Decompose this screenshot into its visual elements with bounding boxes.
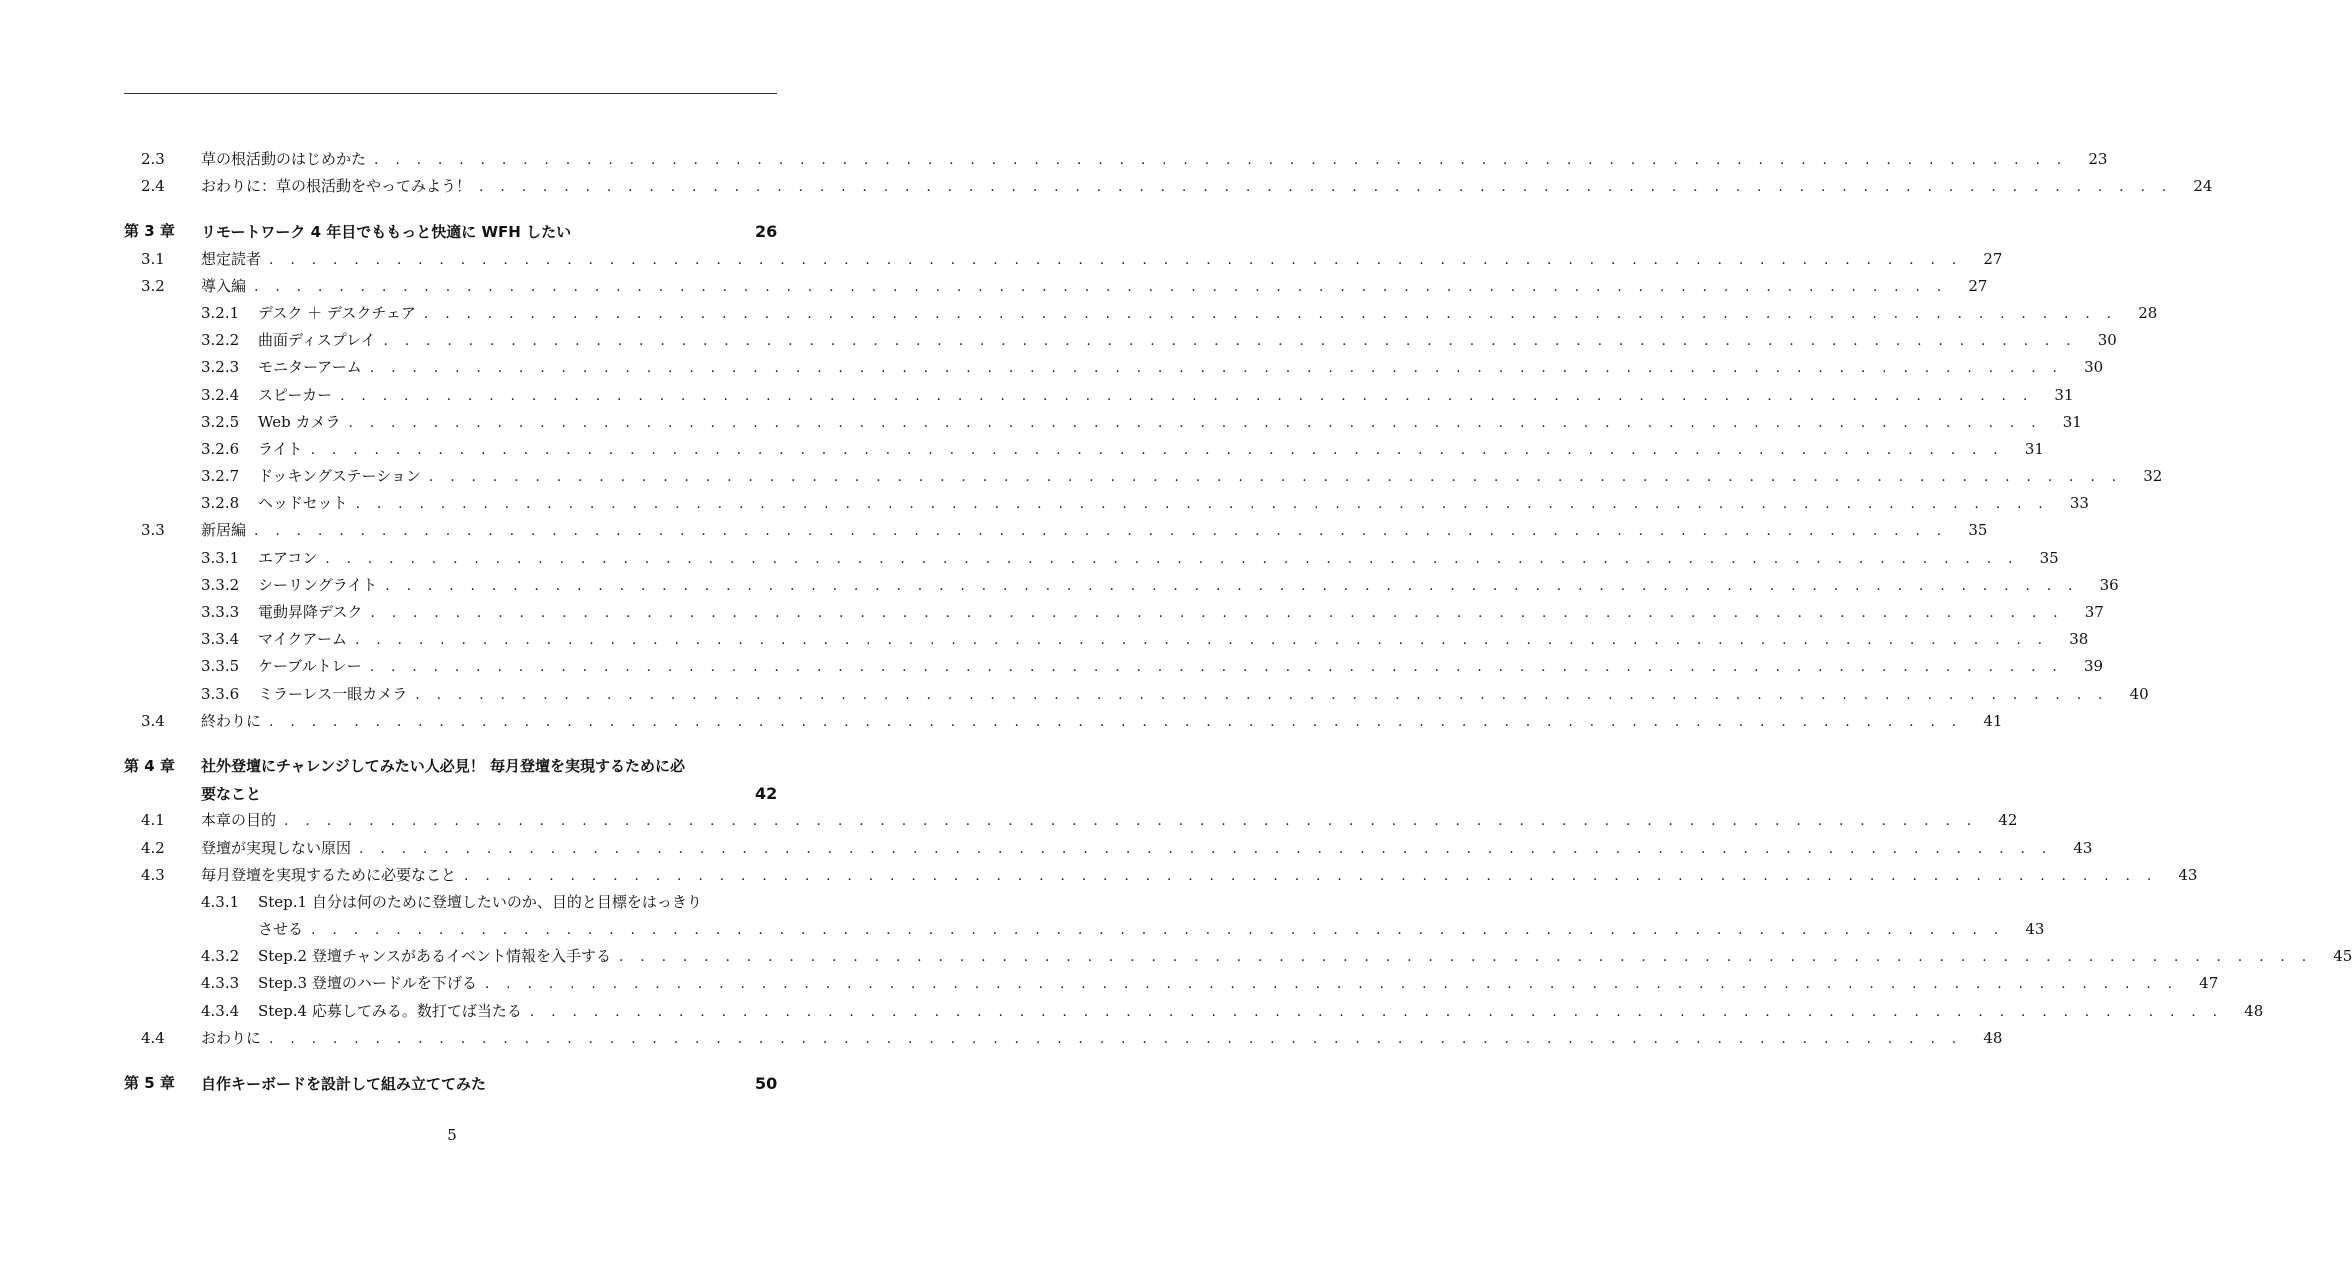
toc-entry-number: 4.3.4 xyxy=(201,1001,240,1020)
toc-entry-title: Step.1 自分は何のために登壇したいのか、目的と目標をはっきり xyxy=(258,892,702,911)
toc-entry-number: 3.3.1 xyxy=(201,548,240,567)
table-of-contents xyxy=(124,146,2352,1097)
toc-entry-title: ケーブルトレー xyxy=(258,657,362,676)
toc-entry-number: 3.2.2 xyxy=(201,331,240,350)
toc-entry-number: 4.4 xyxy=(141,1028,165,1047)
dot-leader: . . . . . . . . . . . . . . . . . . . . . . . . . . . . . . . . . . . . . . . . . . . . . . . . . . . . . . . . . . . . . . . . . . . . . . . . . . . . . . . . xyxy=(348,414,2042,431)
toc-entry-number: 3.3.3 xyxy=(201,603,240,621)
toc-chapter-row[interactable] xyxy=(124,780,777,807)
dot-leader: . . . . . . . . . . . . . . . . . . . . . . . . . . . . . . . . . . . . . . . . . . . . . . . . . . . . . . . . . . . . . . . . . . . . . . . . . . . . . . . . xyxy=(529,1003,2224,1020)
toc-entry-number: 3.2.3 xyxy=(201,358,240,377)
toc-entry-title: マイクアーム xyxy=(258,630,347,649)
toc-section-row[interactable] xyxy=(124,246,2003,273)
toc-entry-number: 4.3.3 xyxy=(201,974,240,993)
toc-entry-page: 47 xyxy=(2199,974,2219,993)
toc-entry-number: 3.3.4 xyxy=(201,630,240,649)
toc-entry-page: 23 xyxy=(2088,150,2108,168)
dot-leader: . . . . . . . . . . . . . . . . . . . . . . . . . . . . . . . . . . . . . . . . . . . . . . . . . . . . . . . . . . . . . . . . . . . . . . . . . . . . . . . . xyxy=(340,387,2034,404)
dot-leader: . . . . . . . . . . . . . . . . . . . . . . . . . . . . . . . . . . . . . . . . . . . . . . . . . . . . . . . . . . . . . . . . . . . . . . . . . . . . . . . . xyxy=(254,523,1948,540)
toc-entry-number: 3.2.1 xyxy=(201,303,240,322)
dot-leader: . . . . . . . . . . . . . . . . . . . . . . . . . . . . . . . . . . . . . . . . . . . . . . . . . . . . . . . . . . . . . . . . . . . . . . . . . . . . . . . . xyxy=(618,949,2313,966)
dot-leader: . . . . . . . . . . . . . . . . . . . . . . . . . . . . . . . . . . . . . . . . . . . . . . . . . . . . . . . . . . . . . . . . . . . . . . . . . . . . . . . . xyxy=(311,922,2005,939)
toc-entry-number: 3.3 xyxy=(141,521,165,540)
toc-section-row[interactable] xyxy=(124,146,2108,173)
toc-subsection-row[interactable] xyxy=(124,300,2158,327)
toc-entry-title: 導入編 xyxy=(201,276,247,295)
toc-entry-title: ミラーレス一眼カメラ xyxy=(258,684,408,703)
toc-entry-number: 3.2 xyxy=(141,276,165,295)
header-rule xyxy=(124,93,777,94)
toc-entry-number: 4.3.2 xyxy=(201,947,240,966)
toc-entry-page: 48 xyxy=(1983,1028,2003,1047)
toc-entry-title: モニターアーム xyxy=(258,358,362,377)
toc-entry-page: 31 xyxy=(2054,385,2074,404)
toc-entry-title: 新居編 xyxy=(201,521,247,540)
toc-entry-page: 43 xyxy=(2178,865,2198,884)
dot-leader: . . . . . . . . . . . . . . . . . . . . . . . . . . . . . . . . . . . . . . . . . . . . . . . . . . . . . . . . . . . . . . . . . . . . . . . . . . . . . . . . xyxy=(310,441,2004,458)
toc-subsection-row[interactable] xyxy=(124,889,777,916)
page-number: 5 xyxy=(447,1126,457,1144)
toc-entry-title: Web カメラ xyxy=(258,412,341,431)
toc-entry-number: 4.3 xyxy=(141,865,165,884)
toc-entry-title: させる xyxy=(258,920,304,939)
toc-entry-title: 登壇が実現しない原因 xyxy=(201,838,352,857)
toc-entry-page: 48 xyxy=(2244,1001,2264,1020)
toc-entry-page: 28 xyxy=(2138,303,2158,322)
toc-entry-title: ドッキングステーション xyxy=(258,467,421,486)
toc-entry-page: 32 xyxy=(2143,467,2163,486)
dot-leader: . . . . . . . . . . . . . . . . . . . . . . . . . . . . . . . . . . . . . . . . . . . . . . . . . . . . . . . . . . . . . . . . . . . . . . . . . . . . . . . . xyxy=(269,1030,1963,1047)
dot-leader: . . . . . . . . . . . . . . . . . . . . . . . . . . . . . . . . . . . . . . . . . . . . . . . . . . . . . . . . . . . . . . . . . . . . . . . . . . . . . . . . xyxy=(385,577,2079,594)
toc-entry-page: 38 xyxy=(2069,630,2089,649)
toc-entry-title: スピーカー xyxy=(258,385,333,404)
toc-section-row[interactable] xyxy=(124,517,1988,544)
toc-entry-page: 30 xyxy=(2097,331,2117,350)
toc-chapter-row[interactable] xyxy=(124,1070,777,1097)
toc-subsection-row[interactable] xyxy=(124,916,2045,943)
toc-section-row[interactable] xyxy=(124,1025,2003,1052)
toc-entry-number: 第 5 章 xyxy=(124,1074,175,1092)
toc-chapter-row[interactable] xyxy=(124,753,777,780)
toc-entry-title: エアコン xyxy=(258,548,318,567)
toc-entry-page: 43 xyxy=(2025,920,2045,939)
dot-leader: . . . . . . . . . . . . . . . . . . . . . . . . . . . . . . . . . . . . . . . . . . . . . . . . . . . . . . . . . . . . . . . . . . . . . . . . . . . . . . . . xyxy=(415,686,2109,703)
toc-entry-number: 4.3.1 xyxy=(201,892,240,911)
toc-subsection-row[interactable] xyxy=(124,998,2264,1025)
toc-entry-number: 2.4 xyxy=(141,177,165,196)
dot-leader: . . . . . . . . . . . . . . . . . . . . . . . . . . . . . . . . . . . . . . . . . . . . . . . . . . . . . . . . . . . . . . . . . . . . . . . . . . . . . . . . xyxy=(284,813,1978,830)
toc-entry-title: Step.2 登壇チャンスがあるイベント情報を入手する xyxy=(258,947,611,966)
toc-entry-title: 終わりに xyxy=(201,711,262,730)
toc-entry-title: 曲面ディスプレイ xyxy=(258,331,376,350)
toc-entry-page: 43 xyxy=(2073,838,2093,857)
toc-entry-page: 42 xyxy=(755,784,778,804)
toc-section-row[interactable] xyxy=(124,862,2198,889)
dot-leader: . . . . . . . . . . . . . . . . . . . . . . . . . . . . . . . . . . . . . . . . . . . . . . . . . . . . . . . . . . . . . . . . . . . . . . . . . . . . . . . . xyxy=(369,659,2064,676)
toc-subsection-row[interactable] xyxy=(124,599,2104,626)
toc-subsection-row[interactable] xyxy=(124,409,2082,436)
toc-entry-number: 3.2.7 xyxy=(201,467,240,486)
toc-entry-title: ライト xyxy=(258,439,303,458)
toc-subsection-row[interactable] xyxy=(124,653,2104,680)
toc-entry-title: 自作キーボードを設計して組み立ててみた xyxy=(201,1075,487,1093)
dot-leader: . . . . . . . . . . . . . . . . . . . . . . . . . . . . . . . . . . . . . . . . . . . . . . . . . . . . . . . . . . . . . . . . . . . . . . . . . . . . . . . . xyxy=(374,152,2068,168)
toc-entry-number: 3.3.5 xyxy=(201,657,240,676)
toc-section-row[interactable] xyxy=(124,173,2213,200)
toc-entry-title: おわりに xyxy=(201,1028,262,1047)
toc-section-row[interactable] xyxy=(124,273,1988,300)
dot-leader: . . . . . . . . . . . . . . . . . . . . . . . . . . . . . . . . . . . . . . . . . . . . . . . . . . . . . . . . . . . . . . . . . . . . . . . . . . . . . . . . xyxy=(423,305,2118,322)
dot-leader: . . . . . . . . . . . . . . . . . . . . . . . . . . . . . . . . . . . . . . . . . . . . . . . . . . . . . . . . . . . . . . . . . . . . . . . . . . . . . . . . xyxy=(428,469,2123,486)
toc-subsection-row[interactable] xyxy=(124,572,2119,599)
toc-entry-title: 想定読者 xyxy=(201,249,262,268)
toc-entry-page: 33 xyxy=(2069,494,2089,513)
toc-entry-number: 3.2.5 xyxy=(201,412,240,431)
toc-subsection-row[interactable] xyxy=(124,545,2059,572)
toc-section-row[interactable] xyxy=(124,708,2003,735)
toc-entry-number: 4.2 xyxy=(141,838,165,857)
toc-entry-number: 3.2.8 xyxy=(201,494,240,513)
toc-entry-page: 31 xyxy=(2062,412,2082,431)
toc-entry-title: おわりに：草の根活動をやってみよう！ xyxy=(201,177,472,196)
dot-leader: . . . . . . . . . . . . . . . . . . . . . . . . . . . . . . . . . . . . . . . . . . . . . . . . . . . . . . . . . . . . . . . . . . . . . . . . . . . . . . . . xyxy=(355,496,2049,513)
toc-entry-number: 第 3 章 xyxy=(124,222,175,241)
toc-subsection-row[interactable] xyxy=(124,354,2104,381)
dot-leader: . . . . . . . . . . . . . . . . . . . . . . . . . . . . . . . . . . . . . . . . . . . . . . . . . . . . . . . . . . . . . . . . . . . . . . . . . . . . . . . . xyxy=(359,840,2053,857)
toc-entry-number: 3.4 xyxy=(141,711,165,730)
toc-subsection-row[interactable] xyxy=(124,943,2352,970)
toc-entry-title: デスク ＋ デスクチェア xyxy=(258,303,416,322)
toc-chapter-row[interactable] xyxy=(124,218,777,245)
toc-section-row[interactable] xyxy=(124,835,2093,862)
dot-leader: . . . . . . . . . . . . . . . . . . . . . . . . . . . . . . . . . . . . . . . . . . . . . . . . . . . . . . . . . . . . . . . . . . . . . . . . . . . . . . . . xyxy=(464,867,2158,884)
dot-leader: . . . . . . . . . . . . . . . . . . . . . . . . . . . . . . . . . . . . . . . . . . . . . . . . . . . . . . . . . . . . . . . . . . . . . . . . . . . . . . . . xyxy=(484,976,2179,993)
toc-entry-page: 50 xyxy=(755,1074,778,1093)
toc-subsection-row[interactable] xyxy=(124,327,2117,354)
toc-subsection-row[interactable] xyxy=(124,436,2044,463)
dot-leader: . . . . . . . . . . . . . . . . . . . . . . . . . . . . . . . . . . . . . . . . . . . . . . . . . . . . . . . . . . . . . . . . . . . . . . . . . . . . . . . . xyxy=(269,713,1963,730)
toc-entry-title: 電動昇降デスク xyxy=(258,603,363,621)
toc-entry-page: 35 xyxy=(2039,548,2059,567)
toc-entry-title: Step.4 応募してみる。数打てば当たる xyxy=(258,1001,522,1020)
toc-entry-number: 第 4 章 xyxy=(124,756,175,775)
dot-leader: . . . . . . . . . . . . . . . . . . . . . . . . . . . . . . . . . . . . . . . . . . . . . . . . . . . . . . . . . . . . . . . . . . . . . . . . . . . . . . . . xyxy=(370,605,2064,621)
dot-leader: . . . . . . . . . . . . . . . . . . . . . . . . . . . . . . . . . . . . . . . . . . . . . . . . . . . . . . . . . . . . . . . . . . . . . . . . . . . . . . . . xyxy=(254,278,1948,295)
toc-entry-number: 4.1 xyxy=(141,811,165,830)
toc-subsection-row[interactable] xyxy=(124,970,2219,997)
toc-entry-title: リモートワーク 4 年目でももっと快適に WFH したい xyxy=(201,223,572,242)
dot-leader: . . . . . . . . . . . . . . . . . . . . . . . . . . . . . . . . . . . . . . . . . . . . . . . . . . . . . . . . . . . . . . . . . . . . . . . . . . . . . . . . xyxy=(325,550,2019,567)
toc-entry-title: Step.3 登壇のハードルを下げる xyxy=(258,974,477,993)
toc-entry-title: 本章の目的 xyxy=(201,811,277,830)
toc-subsection-row[interactable] xyxy=(124,382,2074,409)
dot-leader: . . . . . . . . . . . . . . . . . . . . . . . . . . . . . . . . . . . . . . . . . . . . . . . . . . . . . . . . . . . . . . . . . . . . . . . . . . . . . . . . xyxy=(354,632,2049,649)
toc-entry-page: 30 xyxy=(2084,358,2104,377)
toc-subsection-row[interactable] xyxy=(124,681,2149,708)
toc-entry-page: 31 xyxy=(2024,439,2044,458)
dot-leader: . . . . . . . . . . . . . . . . . . . . . . . . . . . . . . . . . . . . . . . . . . . . . . . . . . . . . . . . . . . . . . . . . . . . . . . . . . . . . . . . xyxy=(383,333,2077,350)
toc-entry-page: 35 xyxy=(1968,521,1988,540)
toc-entry-page: 42 xyxy=(1998,811,2018,830)
toc-entry-page: 41 xyxy=(1983,711,2003,730)
dot-leader: . . . . . . . . . . . . . . . . . . . . . . . . . . . . . . . . . . . . . . . . . . . . . . . . . . . . . . . . . . . . . . . . . . . . . . . . . . . . . . . . xyxy=(269,251,1963,268)
toc-entry-page: 24 xyxy=(2193,177,2213,196)
toc-entry-number: 3.1 xyxy=(141,249,165,268)
dot-leader: . . . . . . . . . . . . . . . . . . . . . . . . . . . . . . . . . . . . . . . . . . . . . . . . . . . . . . . . . . . . . . . . . . . . . . . . . . . . . . . . xyxy=(369,360,2064,377)
toc-entry-title: 草の根活動のはじめかた xyxy=(201,150,367,168)
toc-entry-page: 37 xyxy=(2084,603,2104,621)
toc-subsection-row[interactable] xyxy=(124,490,2089,517)
toc-entry-page: 27 xyxy=(1983,249,2003,268)
toc-entry-number: 3.2.4 xyxy=(201,385,240,404)
toc-entry-title: ヘッドセット xyxy=(258,494,348,513)
toc-entry-number: 3.3.2 xyxy=(201,575,240,594)
toc-entry-number: 3.3.6 xyxy=(201,684,240,703)
toc-entry-title: 毎月登壇を実現するために必要なこと xyxy=(201,865,457,884)
toc-section-row[interactable] xyxy=(124,807,2018,834)
toc-entry-number: 2.3 xyxy=(141,150,165,168)
toc-entry-page: 40 xyxy=(2129,684,2149,703)
toc-entry-page: 45 xyxy=(2333,947,2352,966)
toc-entry-page: 26 xyxy=(755,222,778,242)
toc-entry-title: シーリングライト xyxy=(258,575,378,594)
toc-entry-page: 39 xyxy=(2083,657,2104,676)
toc-entry-number: 3.2.6 xyxy=(201,439,240,458)
toc-entry-page: 27 xyxy=(1968,276,1988,295)
toc-entry-page: 36 xyxy=(2099,575,2119,594)
dot-leader: . . . . . . . . . . . . . . . . . . . . . . . . . . . . . . . . . . . . . . . . . . . . . . . . . . . . . . . . . . . . . . . . . . . . . . . . . . . . . . . . xyxy=(479,179,2173,196)
toc-entry-title: 要なこと xyxy=(201,785,262,804)
toc-entry-title: 社外登壇にチャレンジしてみたい人必見！ 毎月登壇を実現するために必 xyxy=(201,756,686,775)
toc-subsection-row[interactable] xyxy=(124,463,2163,490)
toc-subsection-row[interactable] xyxy=(124,626,2089,653)
